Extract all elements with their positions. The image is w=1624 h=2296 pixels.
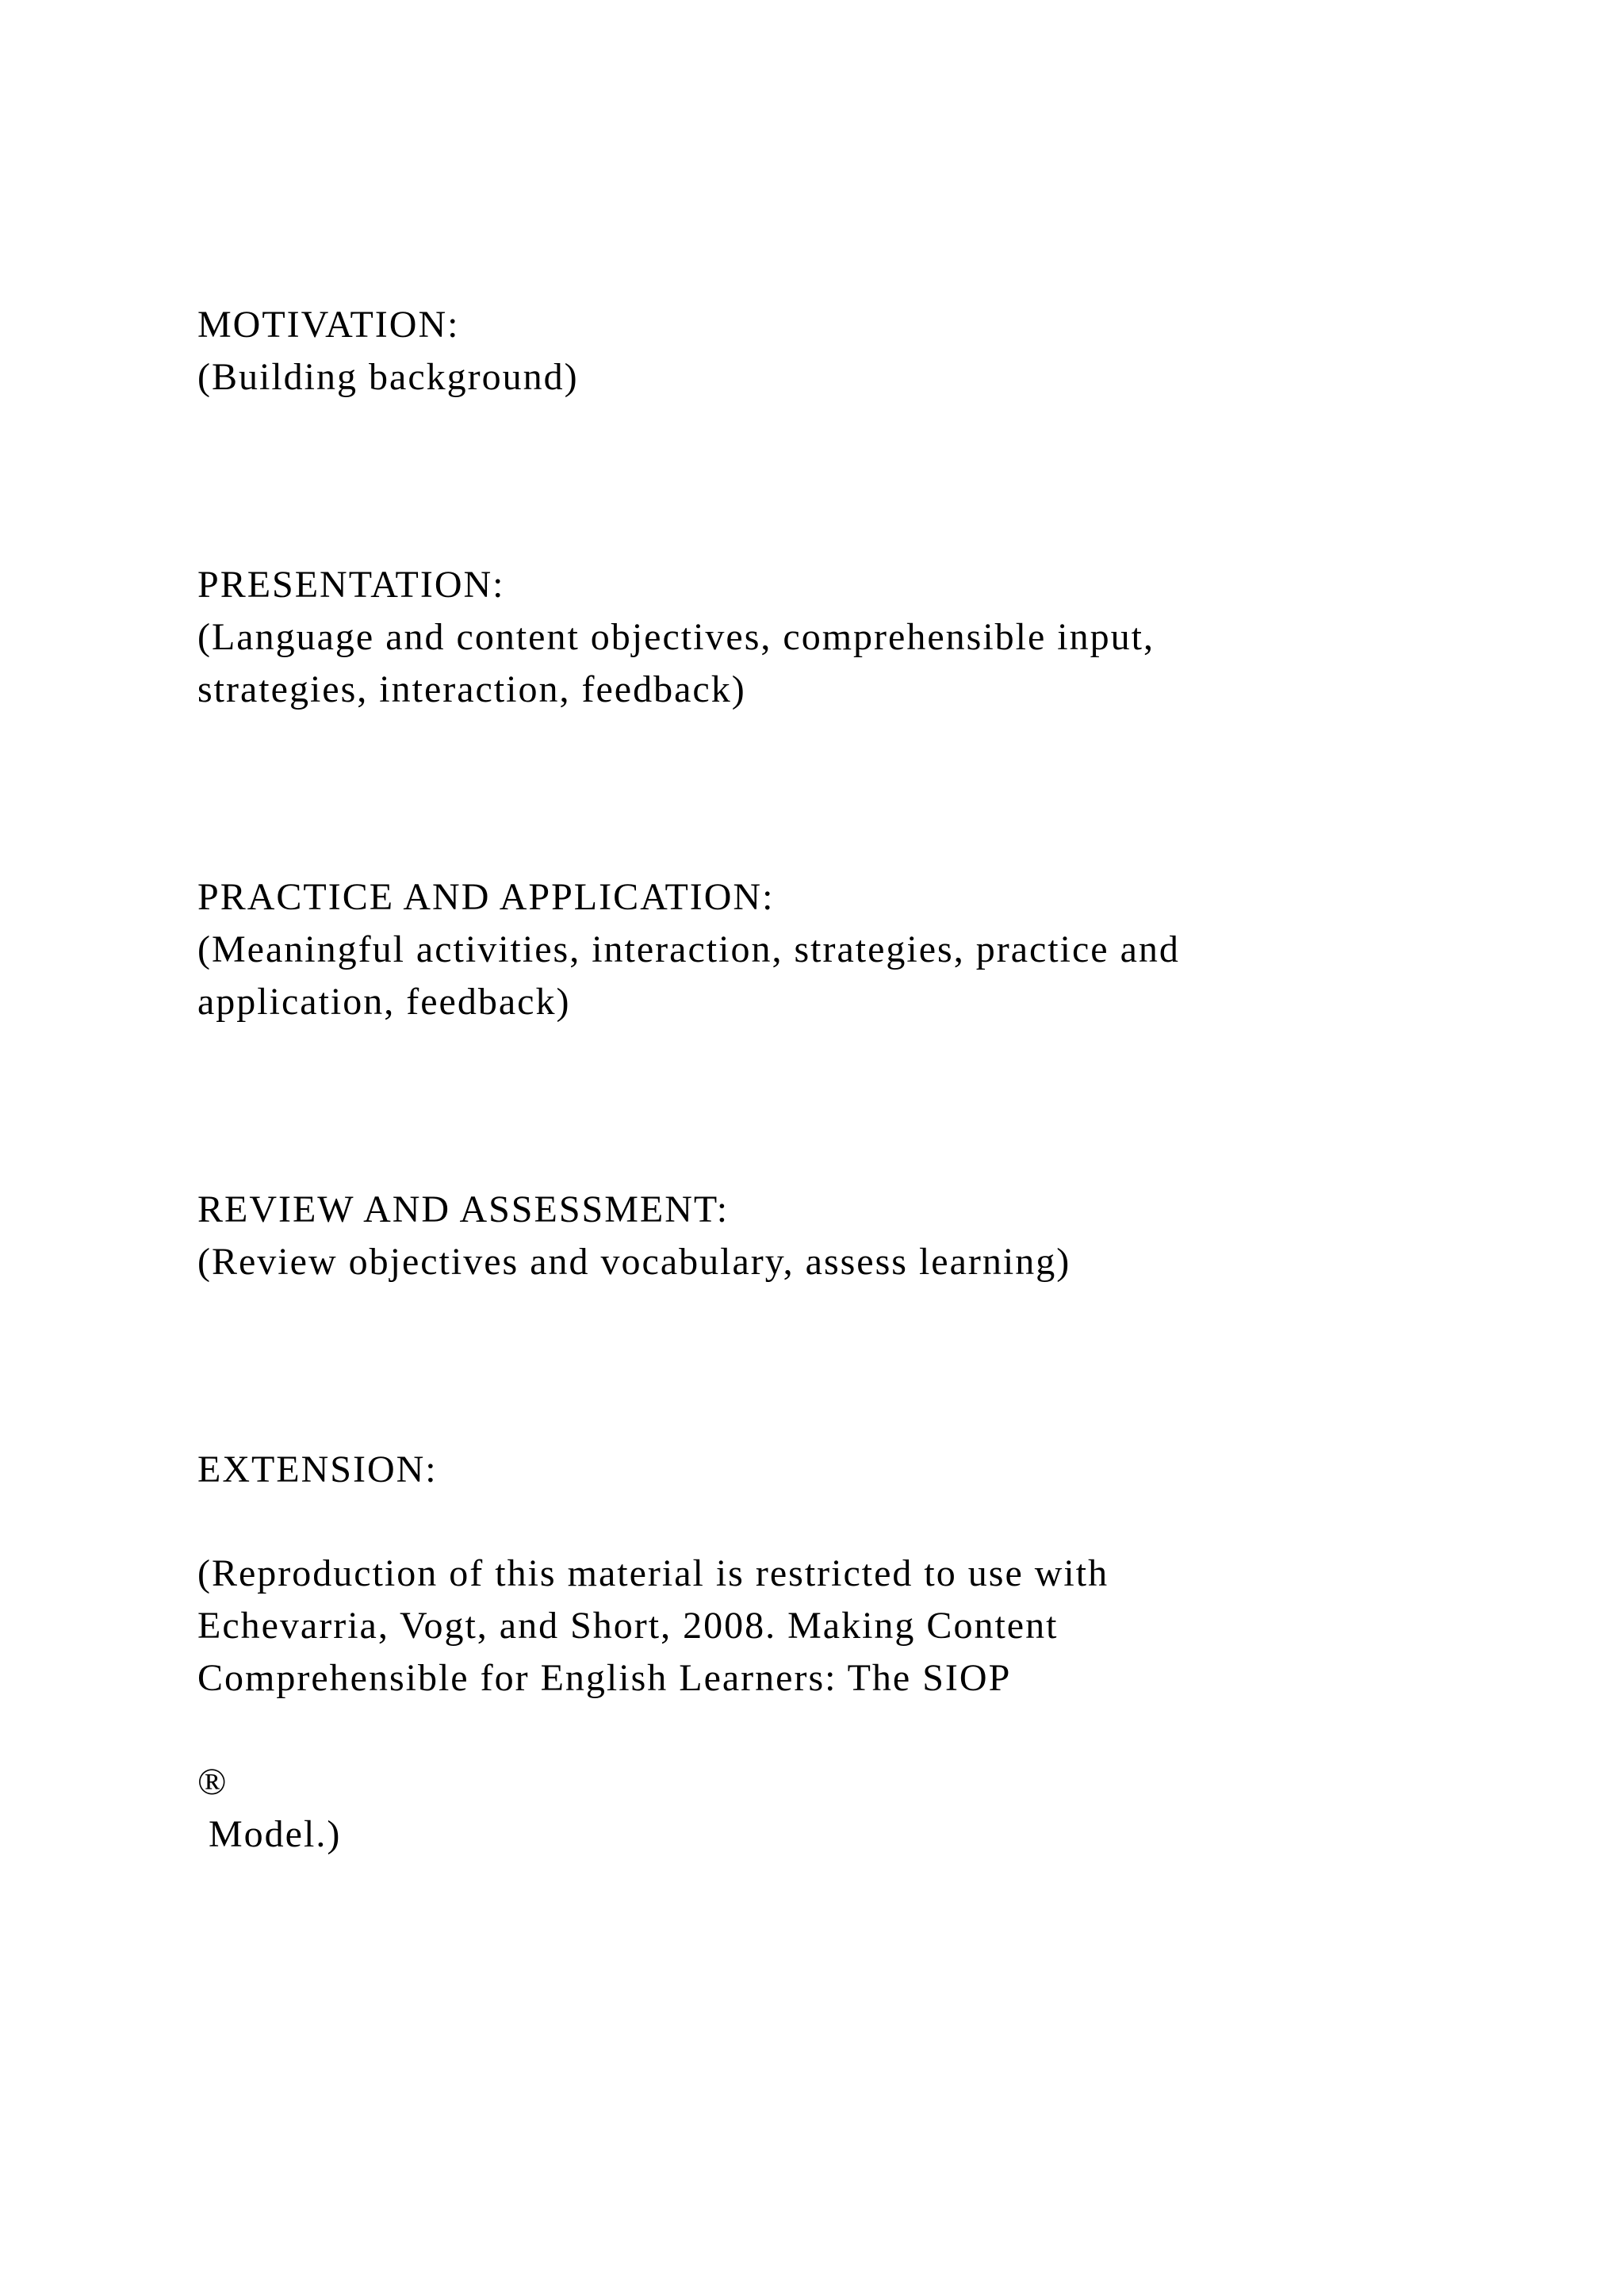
presentation-heading: PRESENTATION:	[197, 564, 505, 606]
practice-application-description-line-1: (Meaningful activities, interaction, strategies, practice and	[197, 928, 1180, 970]
footer-note-line-1: (Reproduction of this material is restricted to use with	[197, 1552, 1109, 1594]
registered-trademark-mark: ®	[197, 1761, 228, 1803]
review-assessment-heading: REVIEW AND ASSESSMENT:	[197, 1188, 730, 1230]
motivation-heading: MOTIVATION:	[197, 304, 460, 346]
practice-application-heading: PRACTICE AND APPLICATION:	[197, 876, 775, 918]
footer-note-line-2: Echevarria, Vogt, and Short, 2008. Making Content	[197, 1605, 1059, 1647]
footer-note-model-line: Model.)	[197, 1813, 342, 1855]
presentation-description-line-1: (Language and content objectives, comprehensible input,	[197, 616, 1155, 658]
practice-application-description-line-2: application, feedback)	[197, 981, 571, 1023]
review-assessment-description: (Review objectives and vocabulary, assess learning)	[197, 1241, 1071, 1283]
presentation-description-line-2: strategies, interaction, feedback)	[197, 668, 746, 710]
motivation-description: (Building background)	[197, 356, 579, 398]
footer-note-line-3: Comprehensible for English Learners: The SIOP	[197, 1657, 1012, 1699]
extension-heading: EXTENSION:	[197, 1448, 438, 1490]
